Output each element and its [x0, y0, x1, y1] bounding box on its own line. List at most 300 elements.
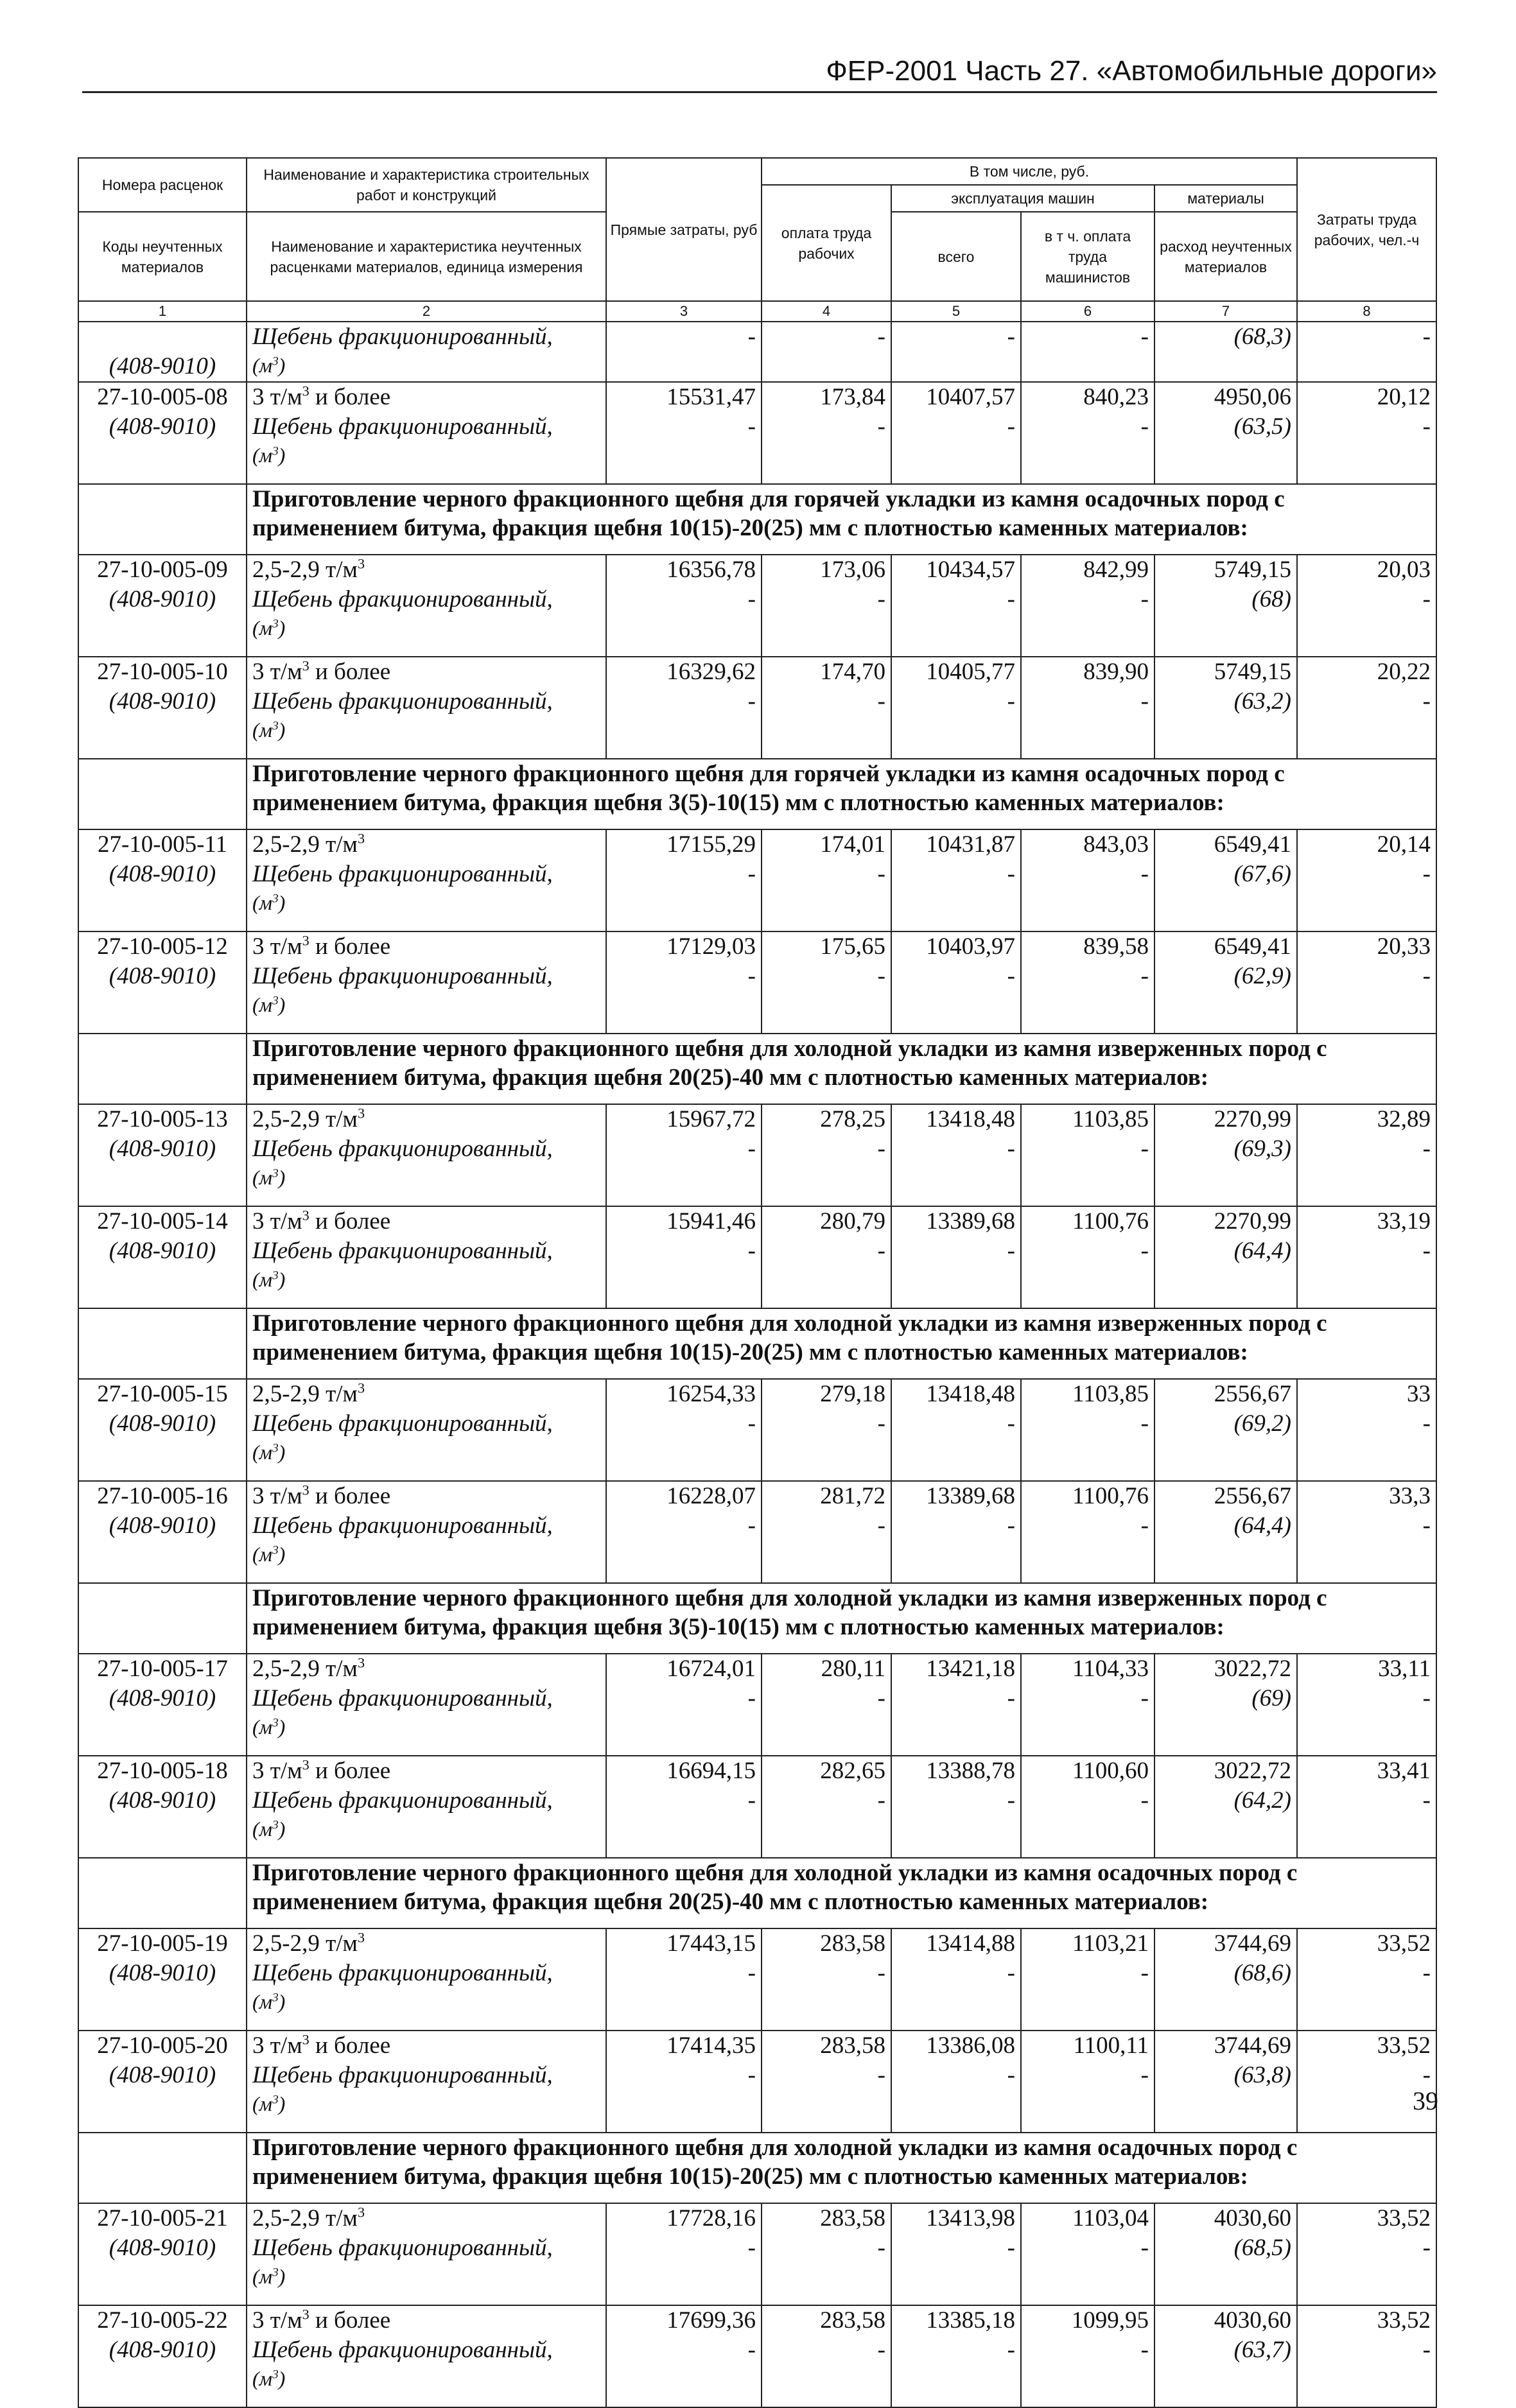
material-unit: $(м^3)$: [252, 718, 286, 741]
labor-pay-value: 283,58: [820, 2032, 885, 2059]
rate-code: 27-10-005-14: [97, 1208, 228, 1234]
direct-costs-cell: [606, 2305, 762, 2407]
header-operator-pay: в т ч. оплата труда машинистов: [1021, 212, 1154, 301]
section-row: [78, 1858, 1436, 1928]
labor-pay-value: 283,58: [820, 2307, 885, 2334]
machines-total-cell: [891, 1104, 1021, 1206]
labor-hours-value: 33,52: [1377, 2307, 1431, 2334]
work-density: 3 т/м: [252, 659, 302, 685]
operator-pay-value: 843,03: [1083, 831, 1149, 858]
table-row: [78, 1654, 1436, 1756]
operator-pay-value: 1100,76: [1072, 1483, 1149, 1509]
machines-total-value: 13421,18: [926, 1656, 1015, 1682]
labor-hours-cell: [1297, 322, 1436, 382]
section-title: Приготовление черного фракционного щебня для горячей укладки из камня осадочных пород с применением битума, фракция щебня 3(5)-10(15) мм с плотностью каменных материалов:: [247, 759, 1436, 829]
labor-hours-value: 33,41: [1377, 1758, 1431, 1784]
material-unit-base: (м: [252, 1817, 273, 1841]
material-unit-base: (м: [252, 1441, 273, 1464]
dash-placeholder: -: [1007, 688, 1015, 715]
work-characteristic: [252, 1105, 600, 1134]
name-cell: [247, 1928, 606, 2031]
direct-costs-cell: [606, 1104, 762, 1206]
header-machine-operation: эксплуатация машин: [891, 185, 1154, 212]
unit-exponent: 3: [357, 555, 365, 572]
operator-pay-cell: [1021, 829, 1154, 931]
direct-costs-cell: [606, 555, 762, 657]
material-unit-base: (м: [252, 2092, 273, 2115]
dash-placeholder: -: [1007, 1238, 1015, 1264]
section-row: [78, 1308, 1436, 1379]
materials-cell: [1154, 1928, 1297, 2031]
table-row: [78, 1379, 1436, 1481]
dash-placeholder: -: [877, 1136, 885, 1162]
materials-value: 5749,15: [1214, 557, 1291, 583]
code-cell: [78, 382, 247, 484]
work-characteristic: [252, 830, 600, 860]
material-name: Щебень фракционированный,: [252, 861, 553, 887]
dash-placeholder: -: [1007, 1787, 1015, 1814]
direct-costs-value: 16724,01: [667, 1656, 756, 1682]
dash-placeholder: -: [877, 1238, 885, 1264]
work-density: 2,5-2,9 т/м: [252, 831, 358, 858]
dash-placeholder: -: [1422, 1410, 1431, 1437]
labor-hours-value: 32,89: [1377, 1106, 1431, 1132]
dash-placeholder: -: [877, 2235, 885, 2261]
name-cell: [247, 1206, 606, 1308]
material-name: Щебень фракционированный,: [252, 1238, 553, 1264]
table-row: [78, 382, 1436, 484]
dash-placeholder: -: [747, 2337, 756, 2363]
unit-exponent: 3: [272, 1166, 279, 1181]
labor-pay-cell: [762, 1928, 891, 2031]
material-usage-value: (69): [1251, 1685, 1291, 1711]
labor-pay-value: 174,01: [820, 831, 885, 858]
materials-cell: [1154, 1104, 1297, 1206]
material-name: Щебень фракционированный,: [252, 1685, 553, 1711]
labor-pay-value: 280,11: [821, 1656, 885, 1682]
dash-placeholder: -: [747, 2235, 756, 2261]
dash-placeholder: -: [877, 324, 885, 350]
unit-exponent: 3: [302, 657, 309, 674]
code-cell: [78, 1756, 247, 1858]
work-density: 2,5-2,9 т/м: [252, 1381, 358, 1407]
labor-hours-cell: [1297, 1756, 1436, 1858]
operator-pay-value: 1103,21: [1072, 1930, 1149, 1957]
dash-placeholder: -: [1007, 413, 1015, 440]
table-row: [78, 657, 1436, 759]
dash-placeholder: -: [1140, 1685, 1149, 1711]
material-code: (408-9010): [109, 1787, 216, 1814]
work-density: 2,5-2,9 т/м: [252, 1656, 358, 1682]
labor-hours-cell: [1297, 2203, 1436, 2305]
dash-placeholder: -: [877, 413, 885, 440]
material-unit: $(м^3)$: [252, 1268, 286, 1291]
name-cell: [247, 2031, 606, 2133]
material-unit: $(м^3)$: [252, 354, 286, 377]
table-row: [78, 1928, 1436, 2031]
material-unit-base: (м: [252, 354, 273, 377]
labor-hours-value: 33,3: [1389, 1483, 1431, 1509]
operator-pay-cell: [1021, 2305, 1154, 2407]
header-direct-costs: Прямые затраты, руб: [606, 158, 762, 301]
material-usage-value: (63,5): [1233, 413, 1291, 440]
machines-total-value: 10434,57: [926, 557, 1015, 583]
unit-exponent: 3: [272, 2265, 279, 2280]
column-number: 7: [1154, 301, 1297, 322]
material-code: (408-9010): [109, 586, 216, 612]
table-row: [78, 2031, 1436, 2133]
dash-placeholder: -: [1007, 1512, 1015, 1539]
rate-code: 27-10-005-15: [97, 1381, 228, 1407]
name-cell: [247, 657, 606, 759]
machines-total-cell: [891, 657, 1021, 759]
labor-hours-cell: [1297, 2031, 1436, 2133]
labor-pay-cell: [762, 2203, 891, 2305]
machines-total-value: 10403,97: [926, 933, 1015, 960]
dash-placeholder: -: [747, 1960, 756, 1986]
machines-total-cell: [891, 1928, 1021, 2031]
material-unit-base: (м: [252, 2265, 273, 2288]
operator-pay-value: 1100,60: [1072, 1758, 1149, 1784]
operator-pay-value: 1100,11: [1073, 2032, 1149, 2059]
labor-hours-cell: [1297, 1481, 1436, 1583]
machines-total-cell: [891, 555, 1021, 657]
dash-placeholder: -: [1140, 1960, 1149, 1986]
dash-placeholder: -: [1007, 586, 1015, 612]
material-unit-base: (м: [252, 2367, 273, 2390]
dash-placeholder: -: [877, 586, 885, 612]
machines-total-value: 10407,57: [926, 384, 1015, 410]
code-cell: [78, 2305, 247, 2407]
operator-pay-value: 1104,33: [1072, 1656, 1149, 1682]
dash-placeholder: -: [1422, 2337, 1431, 2363]
section-title: Приготовление черного фракционного щебня для холодной укладки из камня осадочных пород с применением битума, фракция щебня 20(25)-40 мм с плотностью каменных материалов:: [247, 1858, 1436, 1928]
code-cell: [78, 931, 247, 1034]
materials-cell: [1154, 1756, 1297, 1858]
direct-costs-value: 16356,78: [667, 557, 756, 583]
labor-pay-value: 175,65: [820, 933, 885, 960]
dash-placeholder: -: [1140, 2235, 1149, 2261]
dash-placeholder: -: [877, 2337, 885, 2363]
labor-hours-value: 20,14: [1377, 831, 1431, 858]
labor-pay-cell: [762, 657, 891, 759]
material-name: Щебень фракционированный,: [252, 963, 553, 989]
direct-costs-cell: [606, 829, 762, 931]
unit-exponent: 3: [272, 1269, 279, 1283]
code-cell: [78, 322, 247, 382]
direct-costs-value: 17443,15: [667, 1930, 756, 1957]
operator-pay-cell: [1021, 1481, 1154, 1583]
labor-hours-value: 20,12: [1377, 384, 1431, 410]
work-density-suffix: и более: [309, 1758, 391, 1784]
materials-cell: [1154, 2031, 1297, 2133]
material-unit: $(м^3)$: [252, 1166, 286, 1189]
rate-code: 27-10-005-18: [97, 1758, 228, 1784]
dash-placeholder: -: [747, 2062, 756, 2088]
dash-placeholder: -: [1007, 1685, 1015, 1711]
work-density: 2,5-2,9 т/м: [252, 1106, 358, 1132]
work-characteristic: [252, 1380, 600, 1409]
dash-placeholder: -: [1007, 2062, 1015, 2088]
section-code-cell: [78, 1034, 247, 1104]
dash-placeholder: -: [877, 1787, 885, 1814]
direct-costs-value: 16228,07: [667, 1483, 756, 1509]
machines-total-cell: [891, 382, 1021, 484]
table-row: [78, 2305, 1436, 2407]
name-cell: [247, 1481, 606, 1583]
work-characteristic: [252, 657, 600, 687]
dash-placeholder: -: [877, 861, 885, 887]
material-name: Щебень фракционированный,: [252, 2062, 553, 2088]
section-code-cell: [78, 1858, 247, 1928]
direct-costs-cell: [606, 657, 762, 759]
work-characteristic: [252, 555, 600, 585]
material-usage-value: (69,3): [1233, 1136, 1291, 1162]
material-name: Щебень фракционированный,: [252, 1512, 553, 1539]
unit-exponent: 3: [272, 2368, 279, 2382]
machines-total-value: 13388,78: [926, 1758, 1015, 1784]
table-row: [78, 1206, 1436, 1308]
materials-cell: [1154, 555, 1297, 657]
direct-costs-cell: [606, 1206, 762, 1308]
work-characteristic: [252, 1756, 600, 1786]
material-usage-value: (63,7): [1233, 2337, 1291, 2363]
material-usage-value: (64,4): [1233, 1512, 1291, 1539]
work-density: 3 т/м: [252, 2307, 302, 2334]
material-unit: $(м^3)$: [252, 1817, 286, 1841]
direct-costs-cell: [606, 1928, 762, 2031]
header-materials: материалы: [1154, 185, 1297, 212]
dash-placeholder: -: [1007, 1410, 1015, 1437]
dash-placeholder: -: [1007, 1136, 1015, 1162]
materials-value: 4950,06: [1214, 384, 1291, 410]
dash-placeholder: -: [1007, 861, 1015, 887]
labor-hours-cell: [1297, 382, 1436, 484]
dash-placeholder: -: [747, 1685, 756, 1711]
dash-placeholder: -: [1007, 2337, 1015, 2363]
dash-placeholder: -: [747, 688, 756, 715]
operator-pay-value: 1103,85: [1072, 1381, 1149, 1407]
unit-exponent: 3: [302, 1482, 309, 1498]
dash-placeholder: -: [1140, 1410, 1149, 1437]
unit-exponent: 3: [302, 1207, 309, 1224]
dash-placeholder: -: [747, 586, 756, 612]
table-header: [78, 158, 1436, 322]
labor-pay-value: 173,84: [820, 384, 885, 410]
dash-placeholder: -: [1422, 2235, 1431, 2261]
unit-exponent: 3: [302, 932, 309, 949]
header-material-codes: Коды неучтенных материалов: [78, 212, 247, 301]
dash-placeholder: -: [1140, 324, 1149, 350]
operator-pay-cell: [1021, 322, 1154, 382]
material-unit: $(м^3)$: [252, 1441, 286, 1464]
machines-total-value: 13386,08: [926, 2032, 1015, 2059]
code-cell: [78, 1654, 247, 1756]
work-density-suffix: и более: [309, 2307, 391, 2334]
dash-placeholder: -: [747, 963, 756, 989]
materials-value: 2270,99: [1214, 1208, 1291, 1234]
material-usage-value: (64,2): [1233, 1787, 1291, 1814]
section-row: [78, 759, 1436, 829]
operator-pay-cell: [1021, 657, 1154, 759]
page-number: 39: [1413, 2086, 1438, 2115]
material-usage-value: (69,2): [1233, 1410, 1291, 1437]
section-row: [78, 2133, 1436, 2203]
rate-code: 27-10-005-20: [97, 2032, 228, 2059]
table-row: [78, 829, 1436, 931]
labor-pay-cell: [762, 382, 891, 484]
operator-pay-value: 840,23: [1083, 384, 1149, 410]
direct-costs-cell: [606, 1481, 762, 1583]
header-including: В том числе, руб.: [762, 158, 1297, 185]
material-name: Щебень фракционированный,: [252, 688, 553, 715]
labor-pay-cell: [762, 1379, 891, 1481]
materials-cell: [1154, 657, 1297, 759]
materials-cell: [1154, 931, 1297, 1034]
direct-costs-cell: [606, 1654, 762, 1756]
page-header: [82, 55, 1437, 93]
work-characteristic: [252, 2306, 600, 2335]
name-cell: [247, 555, 606, 657]
operator-pay-cell: [1021, 555, 1154, 657]
materials-value: 5749,15: [1214, 659, 1291, 685]
document-title: ФЕР-2001 Часть 27. «Автомобильные дороги»: [826, 55, 1437, 87]
material-name: Щебень фракционированный,: [252, 586, 553, 612]
rate-code: 27-10-005-09: [97, 557, 228, 583]
material-code: (408-9010): [109, 413, 216, 440]
machines-total-value: 13413,98: [926, 2205, 1015, 2231]
operator-pay-value: 1103,04: [1072, 2205, 1149, 2231]
column-number: 1: [78, 301, 247, 322]
machines-total-cell: [891, 322, 1021, 382]
material-usage-value: (68,3): [1233, 324, 1291, 350]
labor-hours-value: 33,19: [1377, 1208, 1431, 1234]
material-unit-base: (м: [252, 616, 273, 639]
materials-value: 6549,41: [1214, 933, 1291, 960]
operator-pay-cell: [1021, 931, 1154, 1034]
material-unit-base: (м: [252, 444, 273, 467]
material-code: (408-9010): [109, 353, 216, 379]
code-cell: [78, 555, 247, 657]
labor-hours-cell: [1297, 829, 1436, 931]
dash-placeholder: -: [1422, 586, 1431, 612]
direct-costs-cell: [606, 322, 762, 382]
unit-exponent: 3: [357, 830, 365, 847]
direct-costs-value: 17129,03: [667, 933, 756, 960]
operator-pay-cell: [1021, 1206, 1154, 1308]
operator-pay-cell: [1021, 1379, 1154, 1481]
section-title: Приготовление черного фракционного щебня для горячей укладки из камня осадочных пород с применением битума, фракция щебня 10(15)-20(25) мм с плотностью каменных материалов:: [247, 484, 1436, 555]
material-code: (408-9010): [109, 1960, 216, 1986]
direct-costs-cell: [606, 382, 762, 484]
dash-placeholder: -: [1422, 1238, 1431, 1264]
work-density-suffix: и более: [309, 933, 391, 960]
work-density: 3 т/м: [252, 1208, 302, 1234]
dash-placeholder: -: [1422, 1960, 1431, 1986]
header-work-name: Наименование и характеристика строительных работ и конструкций: [247, 158, 606, 212]
machines-total-cell: [891, 931, 1021, 1034]
unit-exponent: 3: [272, 1991, 279, 2005]
labor-pay-cell: [762, 1104, 891, 1206]
materials-value: 4030,60: [1214, 2205, 1291, 2231]
code-cell: [78, 1928, 247, 2031]
operator-pay-value: 1100,76: [1072, 1208, 1149, 1234]
material-name: Щебень фракционированный,: [252, 1787, 553, 1814]
material-unit: $(м^3)$: [252, 1543, 286, 1566]
unit-exponent: 3: [272, 2093, 279, 2107]
materials-cell: [1154, 1654, 1297, 1756]
section-row: [78, 1583, 1436, 1654]
name-cell: [247, 829, 606, 931]
column-number: 3: [606, 301, 762, 322]
materials-value: 2270,99: [1214, 1106, 1291, 1132]
unit-exponent: 3: [302, 1756, 309, 1773]
rate-code: 27-10-005-19: [97, 1930, 228, 1957]
material-unit: $(м^3)$: [252, 2367, 286, 2390]
labor-hours-value: 20,33: [1377, 933, 1431, 960]
section-code-cell: [78, 1308, 247, 1379]
dash-placeholder: -: [1422, 688, 1431, 715]
machines-total-value: 13418,48: [926, 1106, 1015, 1132]
unit-exponent: 3: [357, 1929, 365, 1946]
work-density: 3 т/м: [252, 2032, 302, 2059]
table-row: [78, 931, 1436, 1034]
unit-exponent: 3: [302, 2031, 309, 2048]
material-usage-value: (62,9): [1233, 963, 1291, 989]
labor-pay-cell: [762, 829, 891, 931]
unit-exponent: 3: [357, 1654, 365, 1671]
work-density-suffix: и более: [309, 1483, 391, 1509]
section-title: Приготовление черного фракционного щебня для холодной укладки из камня изверженных пород с применением битума, фракция щебня 3(5)-10(15) мм с плотностью каменных материалов:: [247, 1583, 1436, 1654]
dash-placeholder: -: [747, 1410, 756, 1437]
section-code-cell: [78, 484, 247, 555]
operator-pay-cell: [1021, 382, 1154, 484]
section-row: [78, 484, 1436, 555]
header-rate-numbers: Номера расценок: [78, 158, 247, 212]
machines-total-cell: [891, 829, 1021, 931]
dash-placeholder: -: [1422, 1685, 1431, 1711]
operator-pay-cell: [1021, 1756, 1154, 1858]
dash-placeholder: -: [1422, 1136, 1431, 1162]
name-cell: [247, 1379, 606, 1481]
labor-pay-cell: [762, 1654, 891, 1756]
material-unit-base: (м: [252, 993, 273, 1016]
labor-hours-cell: [1297, 1379, 1436, 1481]
operator-pay-value: 842,99: [1083, 557, 1149, 583]
code-cell: [78, 829, 247, 931]
dash-placeholder: -: [747, 861, 756, 887]
operator-pay-value: 839,58: [1083, 933, 1149, 960]
material-usage-value: (67,6): [1233, 861, 1291, 887]
dash-placeholder: -: [1140, 2062, 1149, 2088]
material-unit: $(м^3)$: [252, 2265, 286, 2288]
labor-hours-value: 33,52: [1377, 2032, 1431, 2059]
work-characteristic: [252, 1482, 600, 1511]
materials-cell: [1154, 322, 1297, 382]
labor-pay-cell: [762, 931, 891, 1034]
machines-total-cell: [891, 1481, 1021, 1583]
material-unit: $(м^3)$: [252, 616, 286, 639]
material-code: (408-9010): [109, 861, 216, 887]
work-density: 3 т/м: [252, 933, 302, 960]
materials-value: 3022,72: [1214, 1656, 1291, 1682]
unit-exponent: 3: [357, 2204, 365, 2221]
dash-placeholder: -: [1007, 324, 1015, 350]
material-unit-base: (м: [252, 1543, 273, 1566]
column-number: 6: [1021, 301, 1154, 322]
unit-exponent: 3: [272, 354, 279, 368]
material-unit-base: (м: [252, 1166, 273, 1189]
